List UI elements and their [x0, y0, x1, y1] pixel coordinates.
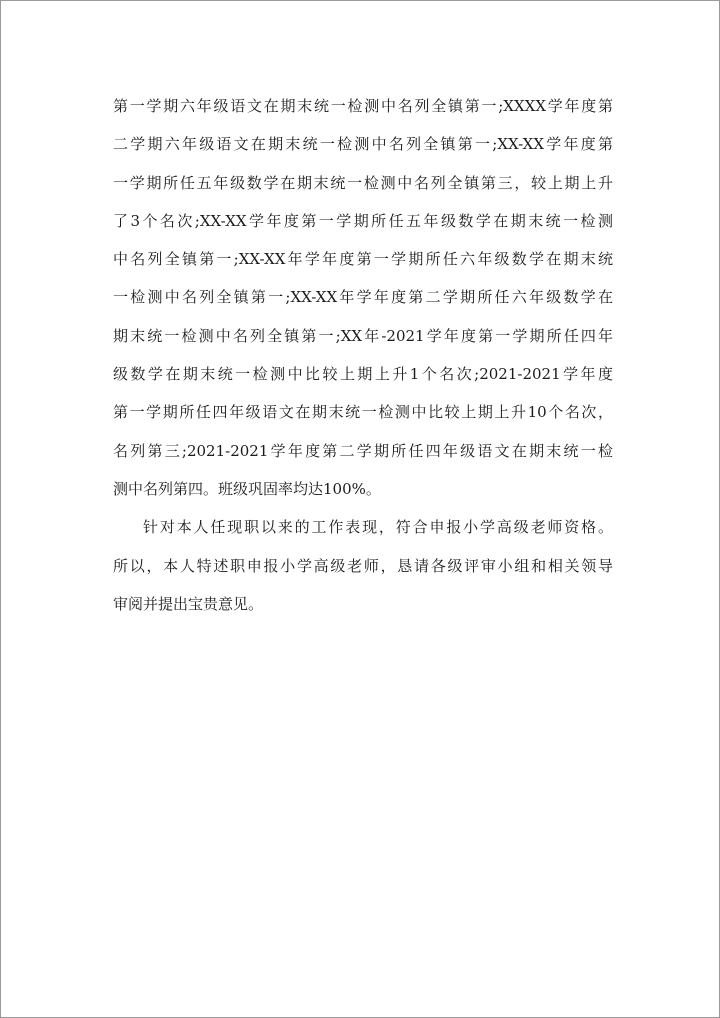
text-line: 二学期六年级语文在期末统一检测中名列全镇第一;XX-XX学年度第	[113, 135, 613, 154]
text-line: 第一学期所任四年级语文在期末统一检测中比较上期上升10个名次，	[113, 403, 613, 422]
text-line: 中名列全镇第一;XX-XX年学年度第一学期所任六年级数学在期末统	[113, 250, 613, 269]
text-line: 期末统一检测中名列全镇第一;XX年-2021学年度第一学期所任四年	[113, 326, 613, 345]
text-line: 所以，本人特述职申报小学高级老师，恳请各级评审小组和相关领导	[113, 556, 613, 575]
document-body	[113, 87, 613, 623]
text-line: 针对本人任现职以来的工作表现，符合申报小学高级老师资格。	[143, 518, 613, 537]
text-line: 一学期所任五年级数学在期末统一检测中名列全镇第三，较上期上升	[113, 173, 613, 192]
achievement-paragraph	[113, 87, 613, 508]
text-line: 名列第三;2021-2021学年度第二学期所任四年级语文在期末统一检	[113, 441, 613, 460]
text-line: 了3个名次;XX-XX学年度第一学期所任五年级数学在期末统一检测	[113, 211, 613, 230]
text-line: 审阅并提出宝贵意见。	[113, 594, 264, 613]
text-line: 级数学在期末统一检测中比较上期上升1个名次;2021-2021学年度	[113, 365, 613, 384]
text-line: 一检测中名列全镇第一;XX-XX年学年度第二学期所任六年级数学在	[113, 288, 613, 307]
text-line: 测中名列第四。班级巩固率均达100%。	[113, 479, 381, 498]
conclusion-paragraph	[113, 508, 613, 623]
text-line: 第一学期六年级语文在期末统一检测中名列全镇第一;XXXX学年度第	[113, 97, 613, 115]
